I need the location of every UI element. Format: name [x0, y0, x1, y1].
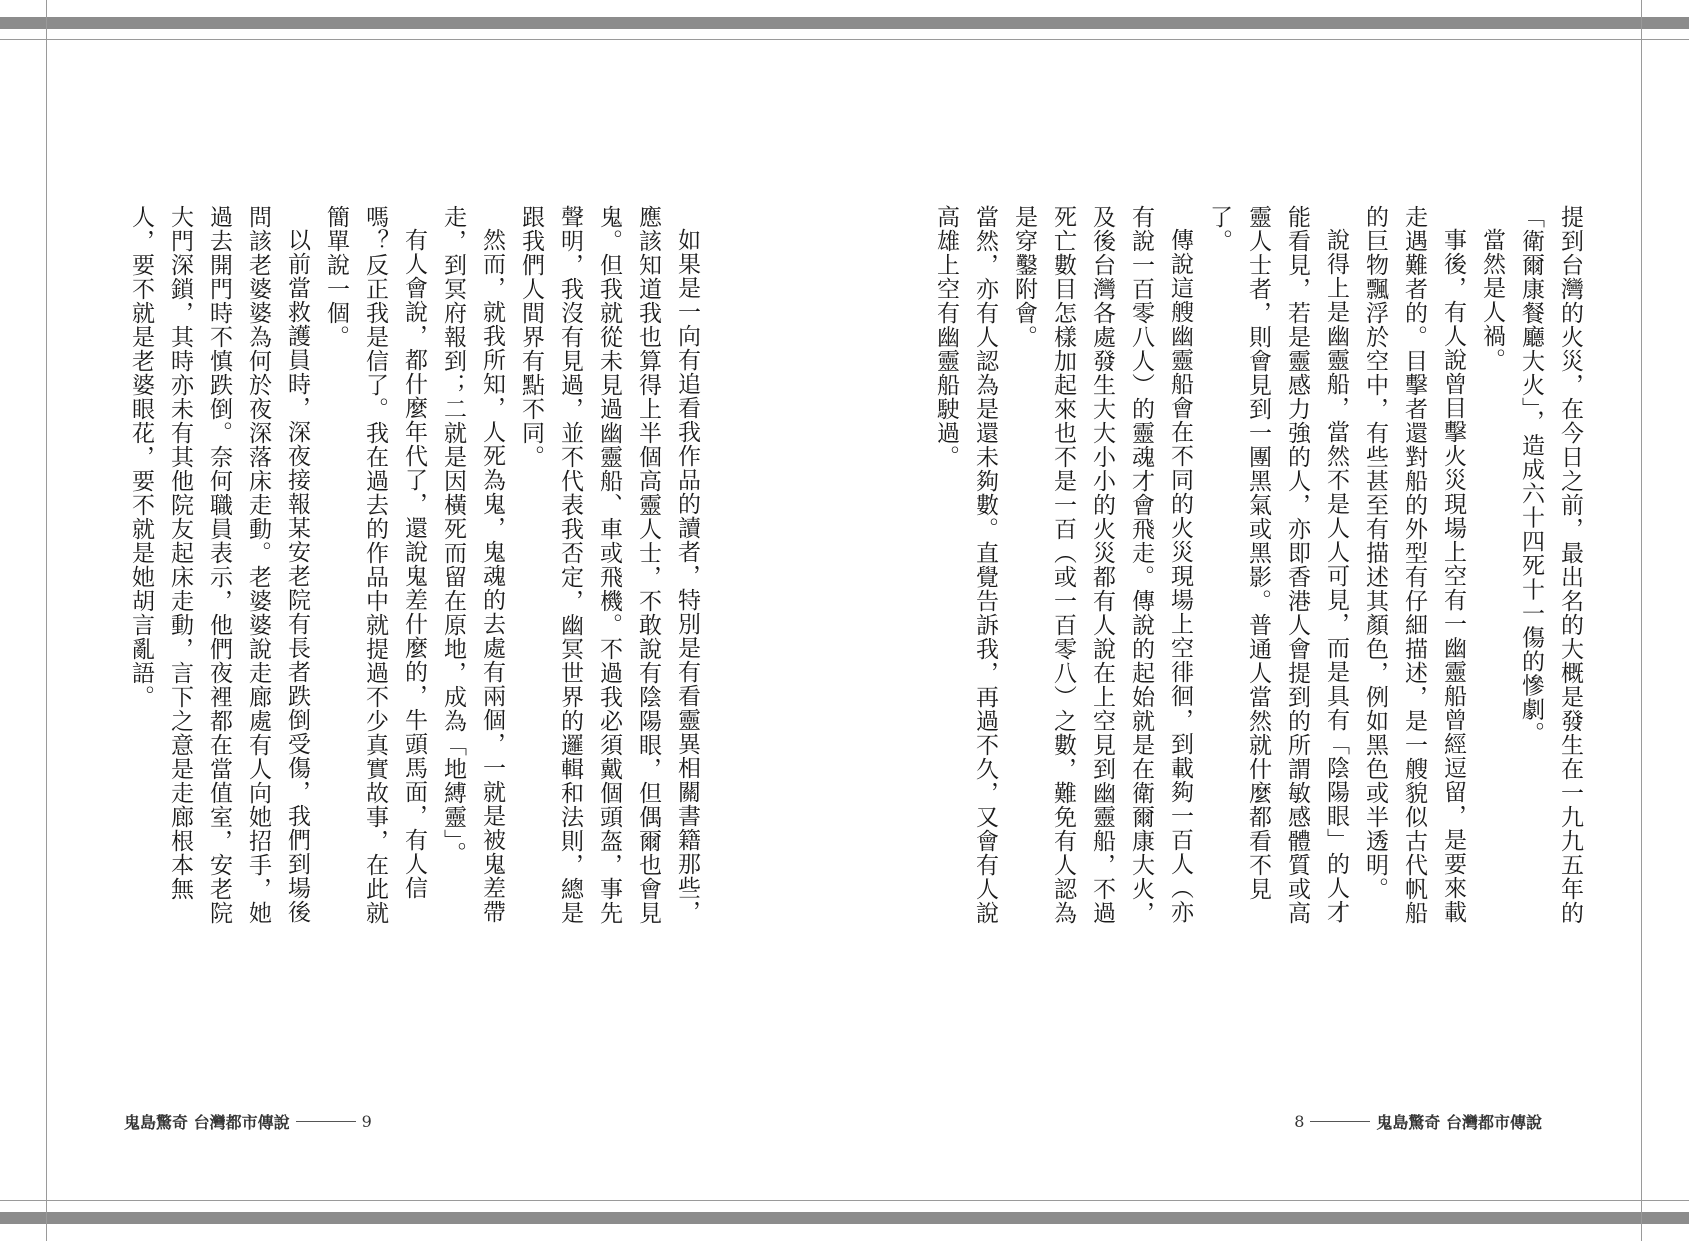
paragraph: 提到台灣的火災，在今日之前，最出名的大概是發生在一九九五年的「衛爾康餐廳大火」，造成六十四死十一傷的慘劇。 — [1518, 205, 1583, 925]
running-title: 鬼島驚奇 台灣都市傳說 — [124, 1113, 290, 1132]
footer-rule — [1310, 1121, 1370, 1122]
left-page-footer — [124, 1110, 372, 1133]
running-title: 鬼島驚奇 台灣都市傳說 — [1376, 1113, 1542, 1132]
footer-rule — [296, 1121, 356, 1122]
paragraph: 然而，就我所知，人死為鬼，鬼魂的去處有兩個，一就是被鬼差帶走，到冥府報到；二就是因橫死而留在原地，成為「地縛靈」。 — [440, 205, 505, 924]
right-page — [845, 0, 1689, 1241]
left-page-body — [114, 205, 706, 925]
right-page-footer — [1294, 1110, 1542, 1133]
paragraph: 事後，有人說曾目擊火災現場上空有一幽靈船曾經逗留，是要來載走遇難者的。目擊者還對船的外型有仔細描述，是一艘貌似古代帆船的巨物飄浮於空中，有些甚至有描述其顏色，例如黑色或半透明。 — [1362, 205, 1466, 925]
page-number: 9 — [361, 1112, 372, 1131]
paragraph: 傳說這艘幽靈船會在不同的火災現場上空徘徊，到載夠一百人（亦有說一百零八人）的靈魂才會飛走。傳說的起始就是在衛爾康大火，及後台灣各處發生大大小小的火災都有人說在上空見到幽靈船，不過死亡數目怎樣加起來也不是一百（或一百零八）之數，難免有人認為是穿鑿附會。 — [1011, 205, 1193, 925]
right-page-body — [933, 205, 1589, 925]
paragraph: 說得上是幽靈船，當然不是人人可見，而是具有「陰陽眼」的人才能看見，若是靈感力強的人，亦即香港人會提到的所謂敏感體質或高靈人士者，則會見到一團黑氣或黑影。普通人當然就什麼都看不見了。 — [1206, 205, 1349, 925]
paragraph: 如果是一向有追看我作品的讀者，特別是有看靈異相關書籍那些，應該知道我也算得上半個高靈人士，不敢說有陰陽眼，但偶爾也會見鬼。但我就從未見過幽靈船、車或飛機。不過我必須戴個頭盔，事先聲明，我沒有見過，並不代表我否定，幽冥世界的邏輯和法則，總是跟我們人間界有點不同。 — [518, 205, 700, 925]
paragraph: 當然，亦有人認為是還未夠數。直覺告訴我，再過不久，又會有人說高雄上空有幽靈船駛過。 — [933, 205, 998, 925]
page-number: 8 — [1294, 1112, 1305, 1131]
paragraph: 有人會說，都什麼年代了，還說鬼差什麼的，牛頭馬面，有人信嗎？反正我是信了。我在過去的作品中就提過不少真實故事，在此就簡單說一個。 — [323, 205, 427, 925]
paragraph: 以前當救護員時，深夜接報某安老院有長者跌倒受傷，我們到場後問該老婆婆為何於夜深落床走動。老婆婆說走廊處有人向她招手，她過去開門時不慎跌倒。奈何職員表示，他們夜裡都在當值室，安老院大門深鎖，其時亦未有其他院友起床走動，言下之意是走廊根本無人，要不就是老婆眼花，要不就是她胡言亂語。 — [128, 205, 310, 925]
left-page — [0, 0, 844, 1241]
paragraph: 當然是人禍。 — [1479, 228, 1505, 372]
